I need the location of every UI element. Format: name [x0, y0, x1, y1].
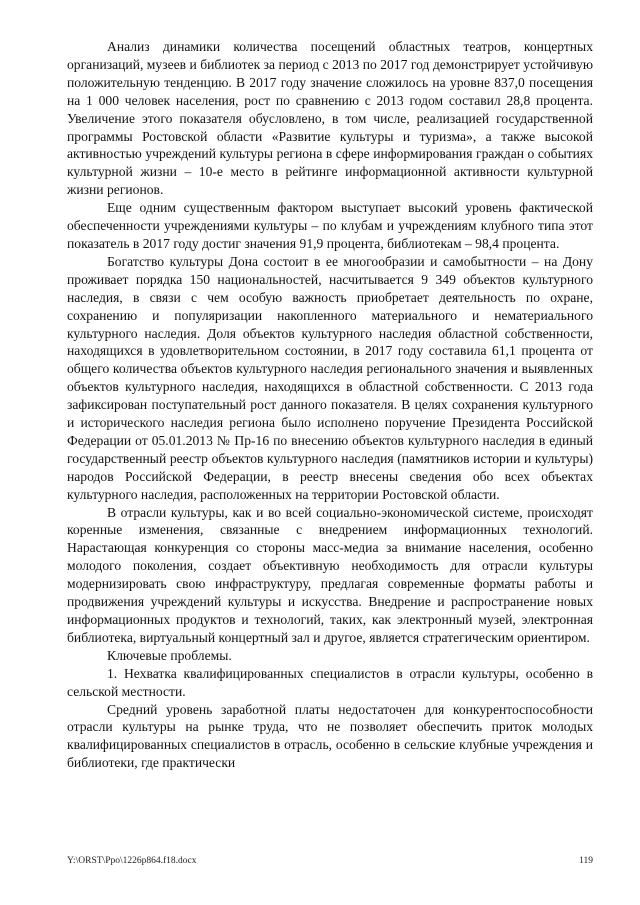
page-number: 119	[579, 856, 593, 866]
paragraph-it-changes: В отрасли культуры, как и во всей социально-экономической системе, происходят коренные изменения, связанные с внедрением информационных технологий. Нарастающая конкуренция со стороны масс-медиа за внимание населения, особенно молодого поколения, создает объективную необходимость для отрасли культуры модернизировать свою инфраструктуру, предлагая современные форматы работы и продвижения учреждений культуры и искусства. Внедрение и распространение новых информационных продуктов и технологий, таких, как электронный музей, электронная библиотека, виртуальный концертный зал и другое, является стратегическим ориентиром.	[67, 504, 593, 645]
paragraph-visits-analysis: Анализ динамики количества посещений областных театров, концертных организаций, музеев и библиотек за период с 2013 по 2017 год демонстрирует устойчивую положительную тенденцию. В 2017 году значение сложилось на уровне 837,0 посещения на 1 000 человек населения, рост по сравнению с 2013 годом составил 28,8 процента. Увеличение этого показателя обусловлено, в том числе, реализацией государственной программы Ростовской области «Развитие культуры и туризма», а также высокой активностью учреждений культуры региона в сфере информирования граждан о событиях культурной жизни – 10-е место в рейтинге информационной активности культурной жизни регионов.	[67, 39, 593, 198]
paragraph-key-problems: Ключевые проблемы.	[107, 647, 232, 663]
paragraph-provision: Еще одним существенным фактором выступает высокий уровень фактической обеспеченности учреждениями культуры – по клубам и учреждениям клубного типа этот показатель в 2017 году достиг значения 91,9 процента, библиотекам – 98,4 процента.	[67, 200, 593, 251]
footer-file-path: Y:\ORST\Ppo\1226p864.f18.docx	[67, 856, 197, 866]
paragraph-salary: Средний уровень заработной платы недостаточен для конкурентоспособности отрасли культуры на рынке труда, что не позволяет обеспечить приток молодых квалифицированных специалистов в отрасль, особенно в сельские клубные учреждения и библиотеки, где практически	[67, 701, 593, 771]
paragraph-heritage: Богатство культуры Дона состоит в ее многообразии и самобытности – на Дону проживает порядка 150 национальностей, насчитывается 9 349 объектов культурного наследия, в связи с чем особую важность приобретает деятельность по охране, сохранению и популяризации накопленного материального и нематериального культурного наследия. Доля объектов культурного наследия областной собственности, находящихся в удовлетворительном состоянии, в 2017 году составила 61,1 процента от общего количества объектов культурного наследия регионального значения и выявленных объектов культурного наследия, находящихся в областной собственности. С 2013 года зафиксирован поступательный рост данного показателя. В целях сохранения культурного и исторического наследия региона было исполнено поручение Президента Российской Федерации от 05.01.2013 № Пр-16 по внесению объектов культурного наследия в единый государственный реестр объектов культурного наследия (памятников истории и культуры) народов Российской Федерации, в реестр внесены сведения обо всех объектах культурного наследия, расположенных на территории Ростовской области.	[67, 253, 593, 502]
paragraph-problem-1: 1. Нехватка квалифицированных специалистов в отрасли культуры, особенно в сельской местности.	[67, 665, 593, 699]
document-body	[67, 38, 593, 772]
